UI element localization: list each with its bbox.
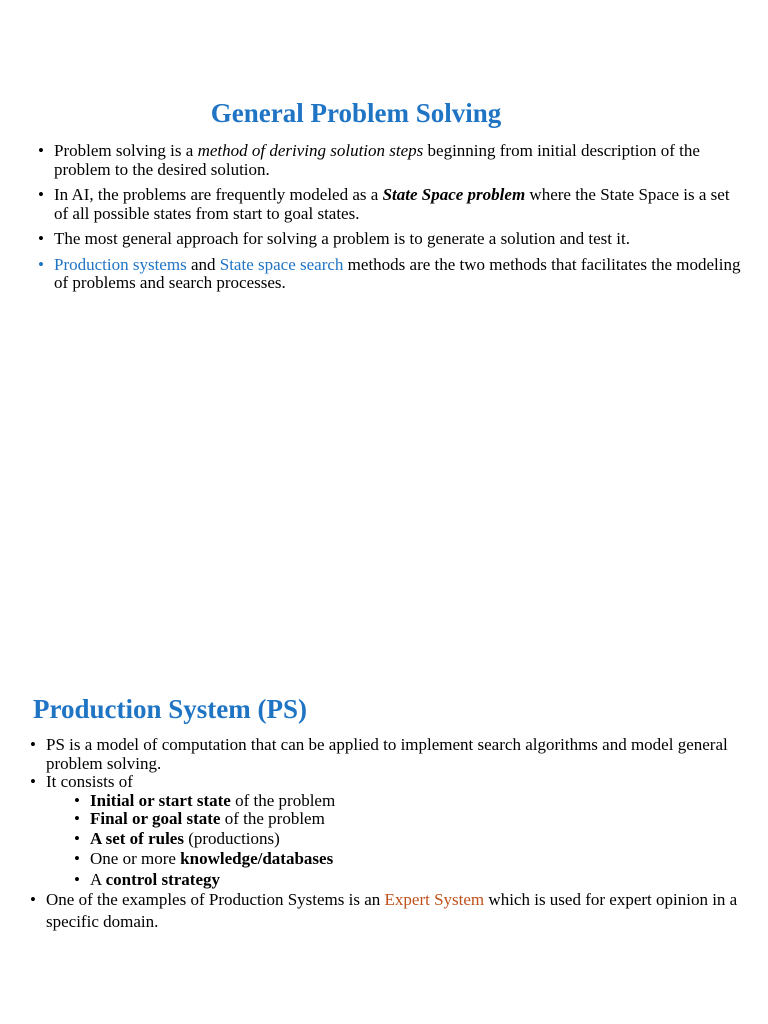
bullet-icon: • (74, 790, 80, 810)
bullet-icon: • (30, 735, 36, 754)
slide2-title: Production System (PS) (33, 694, 307, 724)
item-text: beginning from initial description of the problem to the desired solution. (54, 141, 700, 179)
sub-list-item (74, 792, 746, 811)
bullet-icon: • (30, 890, 36, 909)
sub-item-text: of the problem (220, 809, 325, 828)
sub-list-item (74, 810, 746, 829)
sub-list-item (74, 850, 746, 869)
item-text: PS is a model of computation that can be applied to implement search algorithms and model general problem solving. (46, 735, 728, 773)
sub-item-bold: A set of rules (90, 828, 184, 848)
bullet-icon: • (38, 141, 44, 160)
sub-list-item (74, 871, 746, 890)
sub-item-text: of the problem (230, 790, 336, 810)
slide1-bullet-list (38, 142, 744, 293)
sub-item-bold: Final or goal state (90, 809, 221, 828)
item-emphasis: method of deriving solution steps (197, 141, 424, 160)
item-text: where the State Space is a set of all possible states from start to goal states. (54, 185, 730, 223)
sub-item-bold: Initial or start state (90, 790, 231, 810)
item-text: The most general approach for solving a problem is to generate a solution and test it. (54, 229, 630, 248)
production-systems-term: Production systems (54, 254, 187, 274)
bullet-icon: • (74, 828, 80, 848)
bullet-icon: • (74, 809, 80, 828)
item-text: and (186, 254, 220, 274)
list-item (38, 230, 744, 249)
sub-item-text: One or more (90, 849, 181, 868)
bullet-icon: • (38, 254, 44, 274)
item-text: It consists of (46, 772, 133, 791)
state-space-search-term: State space search (219, 254, 344, 274)
item-text: methods are the two methods that facilitates the modeling of problems and search processes. (54, 254, 741, 292)
list-item (38, 142, 744, 179)
bullet-icon: • (30, 772, 36, 791)
sub-item-bold: control strategy (105, 869, 220, 889)
slide1-title: General Problem Solving (210, 98, 502, 128)
sub-list-item (74, 830, 746, 849)
bullet-icon: • (38, 185, 44, 204)
item-emphasis: State Space problem (382, 185, 526, 204)
list-item (30, 773, 746, 889)
bullet-icon: • (74, 869, 80, 889)
sub-item-bold: knowledge/databases (180, 849, 334, 868)
expert-system-term: Expert System (384, 890, 485, 909)
list-item (30, 736, 746, 773)
item-text: In AI, the problems are frequently modeled as a (54, 185, 383, 204)
bullet-icon: • (38, 229, 44, 248)
sub-item-text: (productions) (183, 828, 280, 848)
list-item (38, 256, 744, 293)
sub-item-text: A (90, 869, 106, 889)
bullet-icon: • (74, 849, 80, 868)
item-text: which is used for expert opinion in a specific domain. (46, 890, 738, 931)
list-item (30, 889, 746, 933)
item-text: Problem solving is a (54, 141, 198, 160)
components-sublist (46, 792, 746, 890)
list-item (38, 186, 744, 223)
slide2-bullet-list (30, 736, 746, 933)
item-text: One of the examples of Production Systems is an (46, 890, 385, 909)
